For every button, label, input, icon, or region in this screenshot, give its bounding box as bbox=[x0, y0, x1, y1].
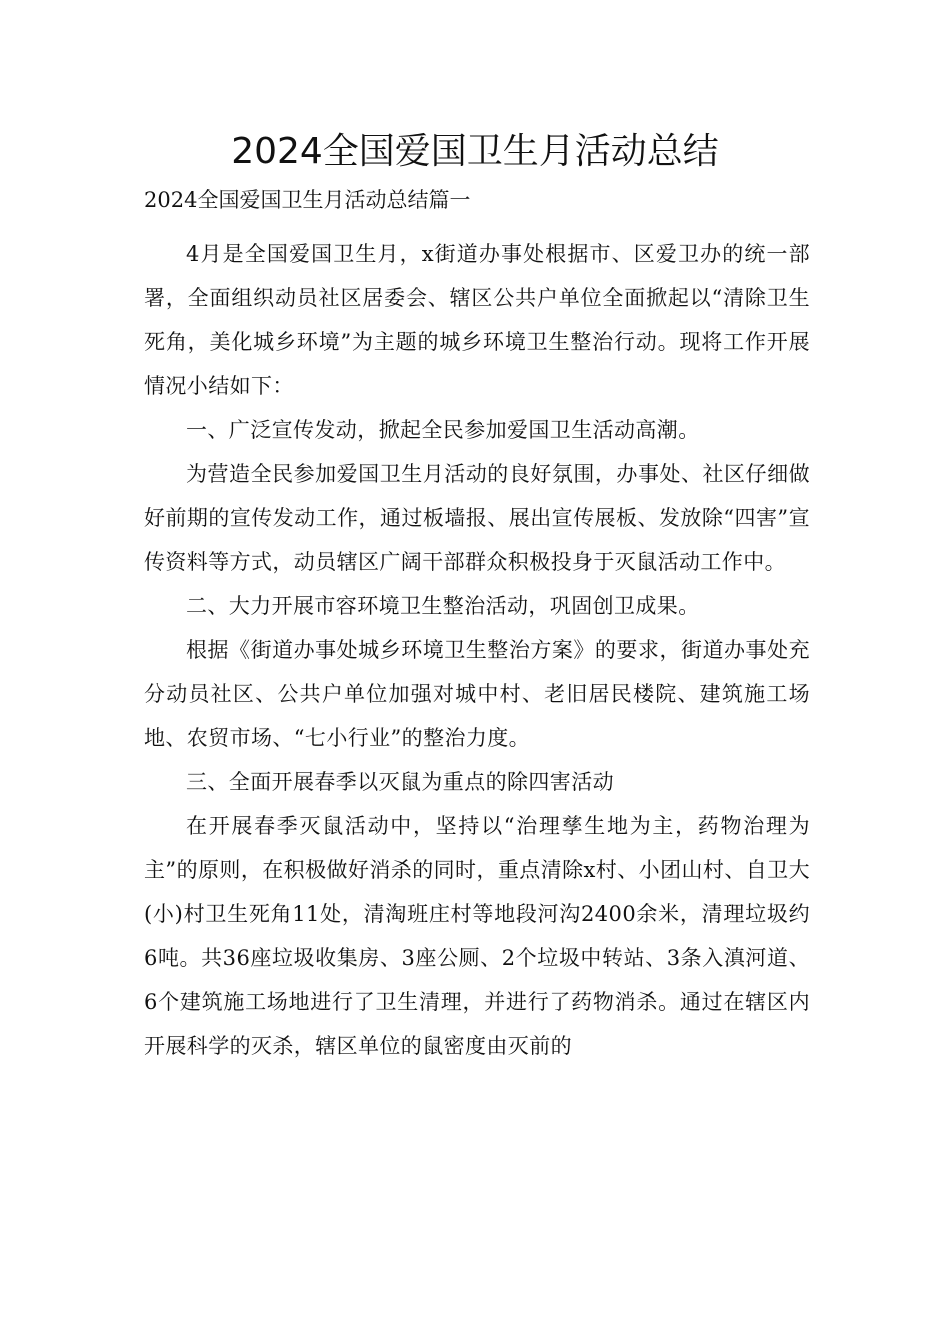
paragraph-intro: 4月是全国爱国卫生月，x街道办事处根据市、区爱卫办的统一部署，全面组织动员社区居委会、辖区公共户单位全面掀起以“清除卫生死角，美化城乡环境”为主题的城乡环境卫生整治行动。现将工作开展情况小结如下： bbox=[144, 242, 810, 398]
section-heading-3: 三、全面开展春季以灭鼠为重点的除四害活动 bbox=[186, 770, 614, 794]
document-body bbox=[144, 232, 810, 1068]
document-title: 2024全国爱国卫生月活动总结 bbox=[231, 131, 719, 172]
section-heading-2: 二、大力开展市容环境卫生整治活动，巩固创卫成果。 bbox=[186, 594, 700, 618]
paragraph-section-1: 为营造全民参加爱国卫生月活动的良好氛围，办事处、社区仔细做好前期的宣传发动工作，通过板墙报、展出宣传展板、发放除“四害”宣传资料等方式，动员辖区广阔干部群众积极投身于灭鼠活动工作中。 bbox=[144, 462, 810, 574]
paragraph-section-3: 在开展春季灭鼠活动中，坚持以“治理孳生地为主，药物治理为主”的原则，在积极做好消杀的同时，重点清除x村、小团山村、自卫大(小)村卫生死角11处，清淘班庄村等地段河沟2400余米，清理垃圾约6吨。共36座垃圾收集房、3座公厕、2个垃圾中转站、3条入滇河道、6个建筑施工场地进行了卫生清理，并进行了药物消杀。通过在辖区内开展科学的灭杀，辖区单位的鼠密度由灭前的 bbox=[144, 814, 810, 1058]
document-subtitle: 2024全国爱国卫生月活动总结篇一 bbox=[144, 188, 471, 212]
section-heading-1: 一、广泛宣传发动，掀起全民参加爱国卫生活动高潮。 bbox=[186, 418, 700, 442]
paragraph-section-2: 根据《街道办事处城乡环境卫生整治方案》的要求，街道办事处充分动员社区、公共户单位加强对城中村、老旧居民楼院、建筑施工场地、农贸市场、“七小行业”的整治力度。 bbox=[144, 638, 810, 750]
